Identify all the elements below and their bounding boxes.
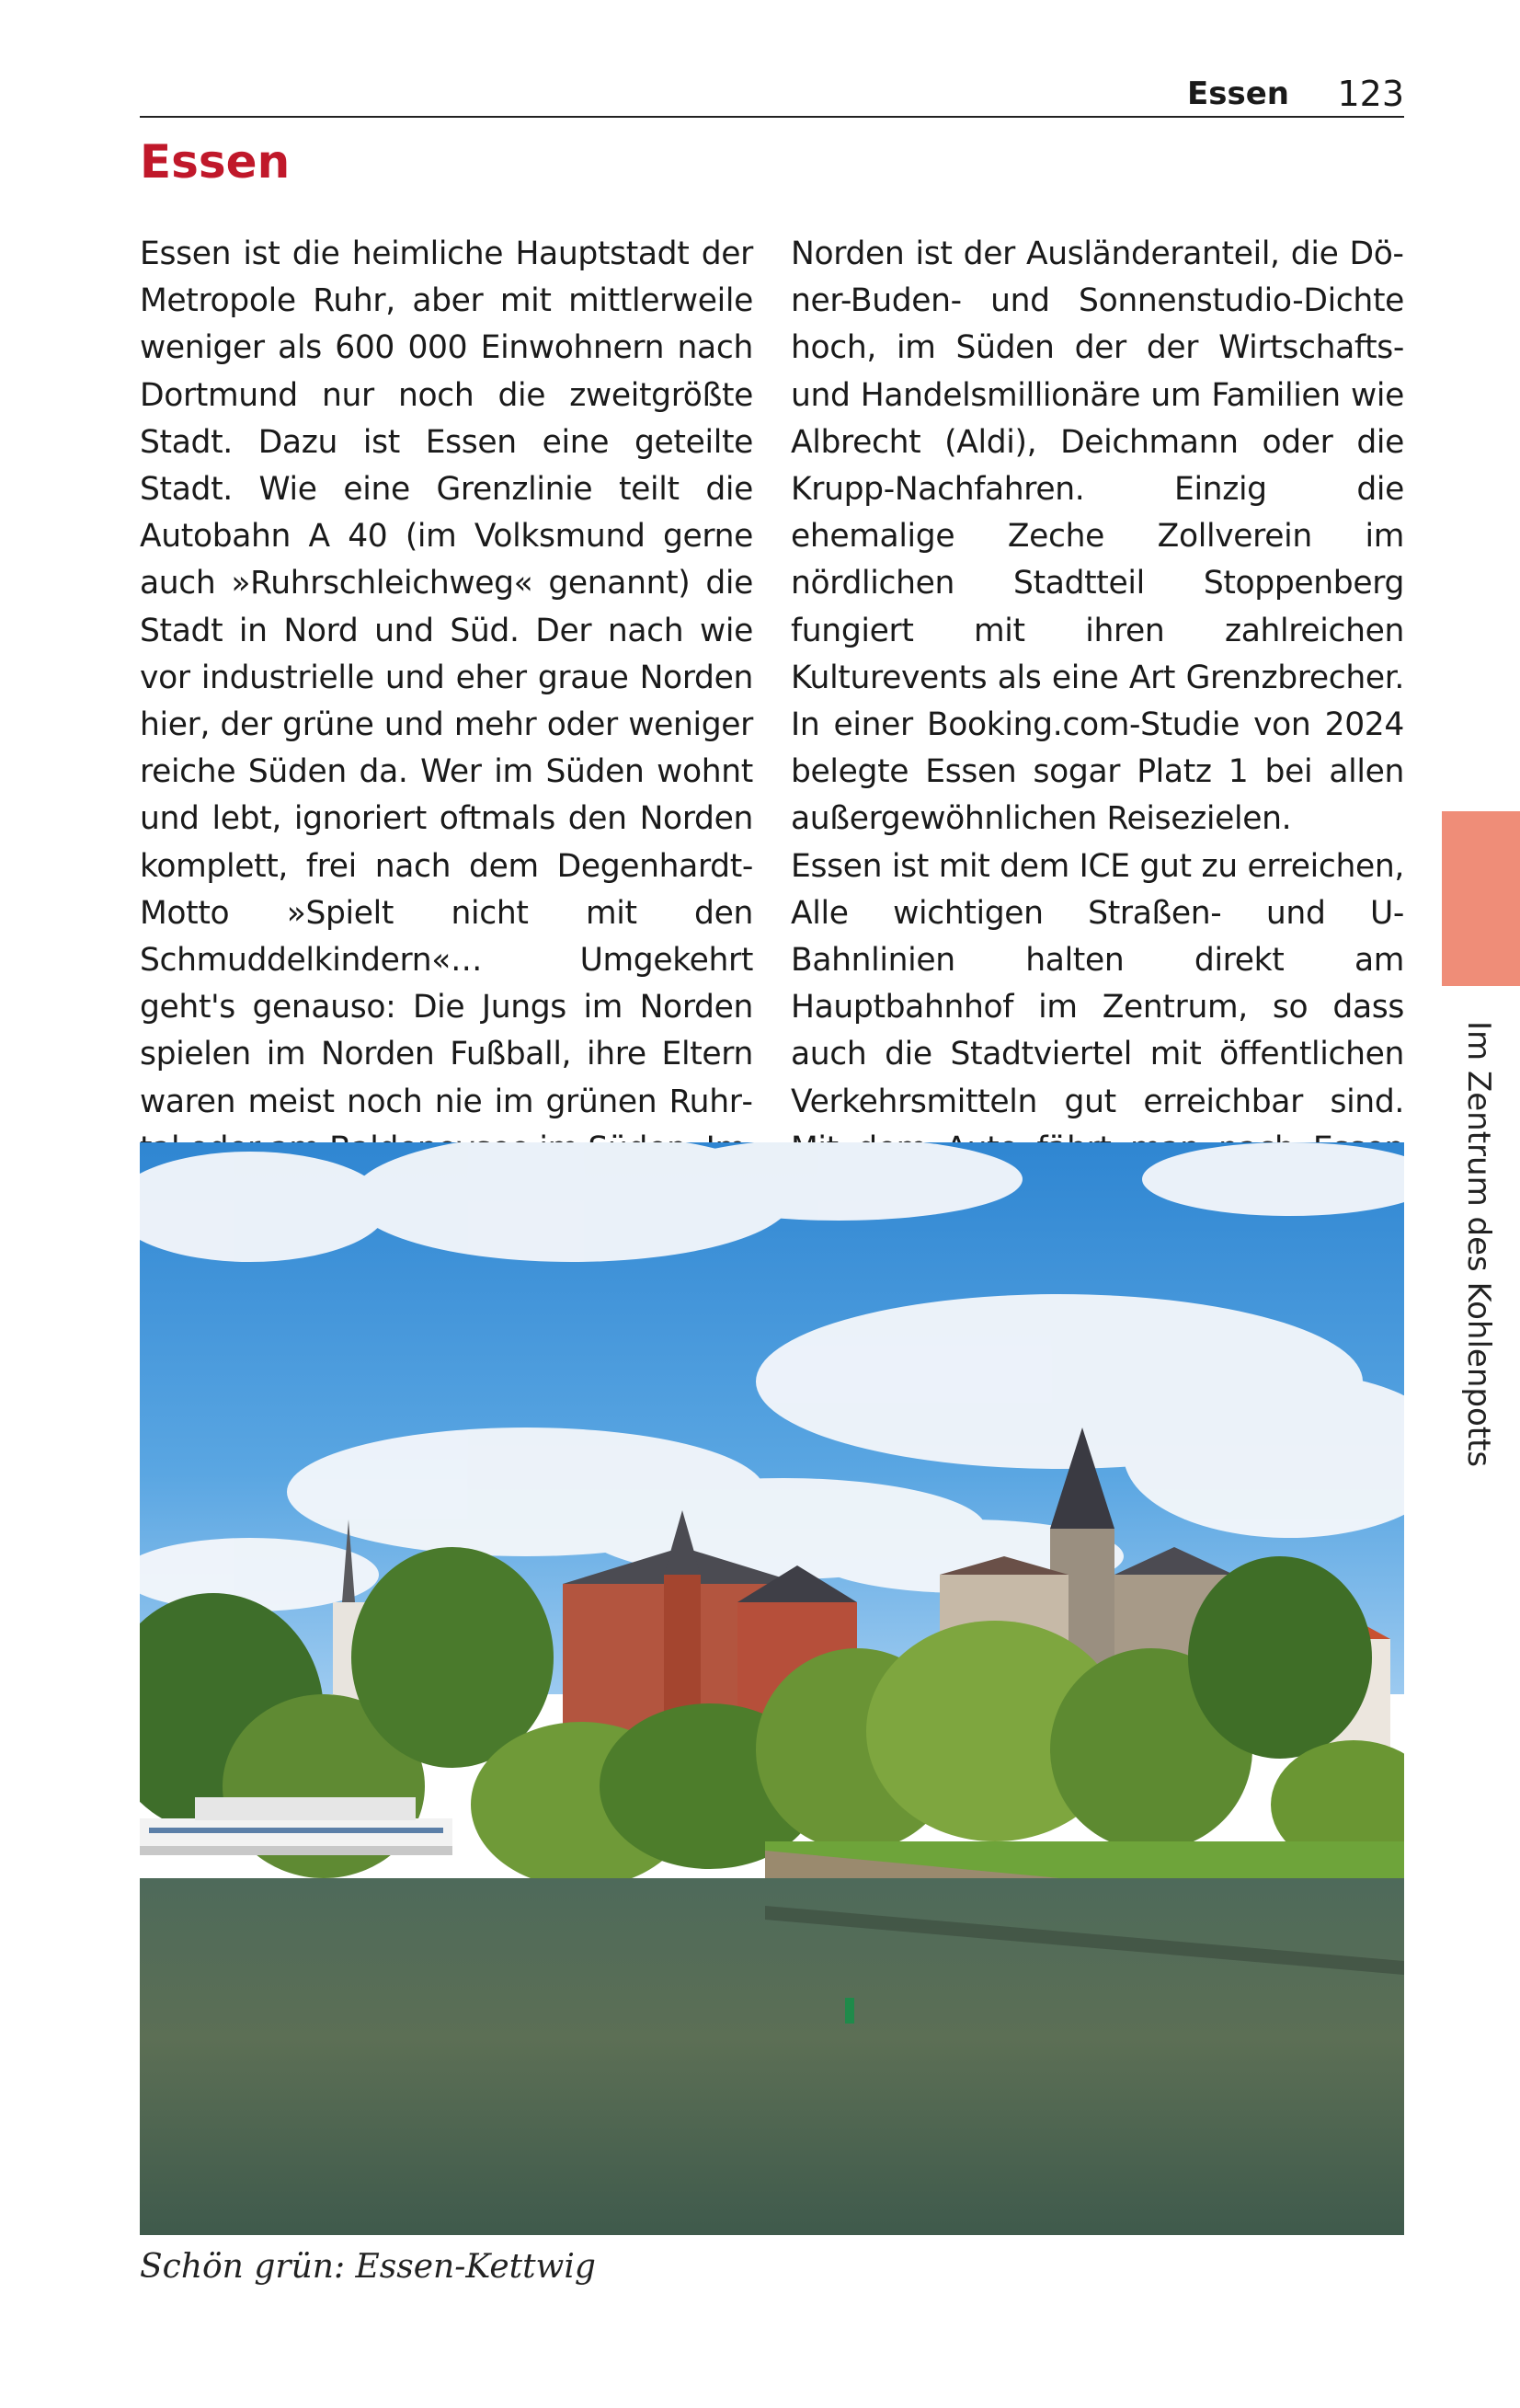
chapter-side-label: Im Zentrum des Kohlenpotts bbox=[1460, 1021, 1497, 1468]
river bbox=[140, 1878, 1404, 2235]
body-column-right bbox=[791, 231, 1404, 1220]
chapter-title: Essen bbox=[140, 135, 291, 189]
running-head-section: Essen bbox=[1187, 75, 1289, 112]
running-head bbox=[140, 74, 1404, 118]
body-paragraph: Essen ist die heimliche Hauptstadt der Metropole Ruhr, aber mit mittlerweile weniger als 600 000 Einwohnern nach Dortmund nur noch die zweitgrößte Stadt. Dazu ist Essen eine geteilte Stadt. Wie eine Grenzlinie teilt die Autobahn A 40 (im Volksmund gerne auch »Ruhrschleichweg« genannt) die Stadt in Nord und Süd. Der nach wie vor industrielle und eher graue Norden hier, der grüne und mehr oder weniger reiche Süden da. Wer im Süden wohnt und lebt, ignoriert oftmals den Norden komplett, frei nach dem Degenhardt-Motto »Spielt nicht mit den Schmuddelkindern«… Umgekehrt geht's genauso: Die Jungs im Norden spielen im Norden Fußball, ihre Eltern waren meist noch nie im grünen Ruhr bbox=[140, 235, 753, 1120]
body-paragraph: Essen ist mit dem ICE gut zu erreichen, Alle wichtigen Straßen- und U-Bahnlinien halten direkt am Hauptbahnhof im Zentrum, so dass auch die Stadtviertel mit öffentlichen Verkehrsmitteln gut erreichbar sind. bbox=[791, 847, 1404, 1120]
chapter-thumb-tab bbox=[1442, 811, 1520, 986]
page-number: 123 bbox=[1337, 74, 1404, 114]
photo-essen-kettwig bbox=[140, 1142, 1404, 2235]
body-paragraph: Norden ist der Ausländeranteil, die Döner-Buden- und Sonnenstudio-Dichte hoch, im Süden der der Wirtschafts- und Handelsmillionäre um Familien wie Albrecht (Aldi), Deichmann oder die Krupp-Nachfahren. Einzig die ehemalige Zeche Zollverein im nördlichen Stadtteil Stoppenberg fungiert mit ihren zahlreichen Kulturevents als eine Art Grenzbrecher. In einer Booking.com-Studie von 2024 belegte Essen sogar Platz 1 bei allen außergewöhnlichen Reisezielen. bbox=[791, 235, 1404, 838]
body-column-left bbox=[140, 231, 753, 1173]
buoy bbox=[845, 1998, 854, 2024]
photo-caption: Schön grün: Essen-Kettwig bbox=[140, 2248, 596, 2286]
